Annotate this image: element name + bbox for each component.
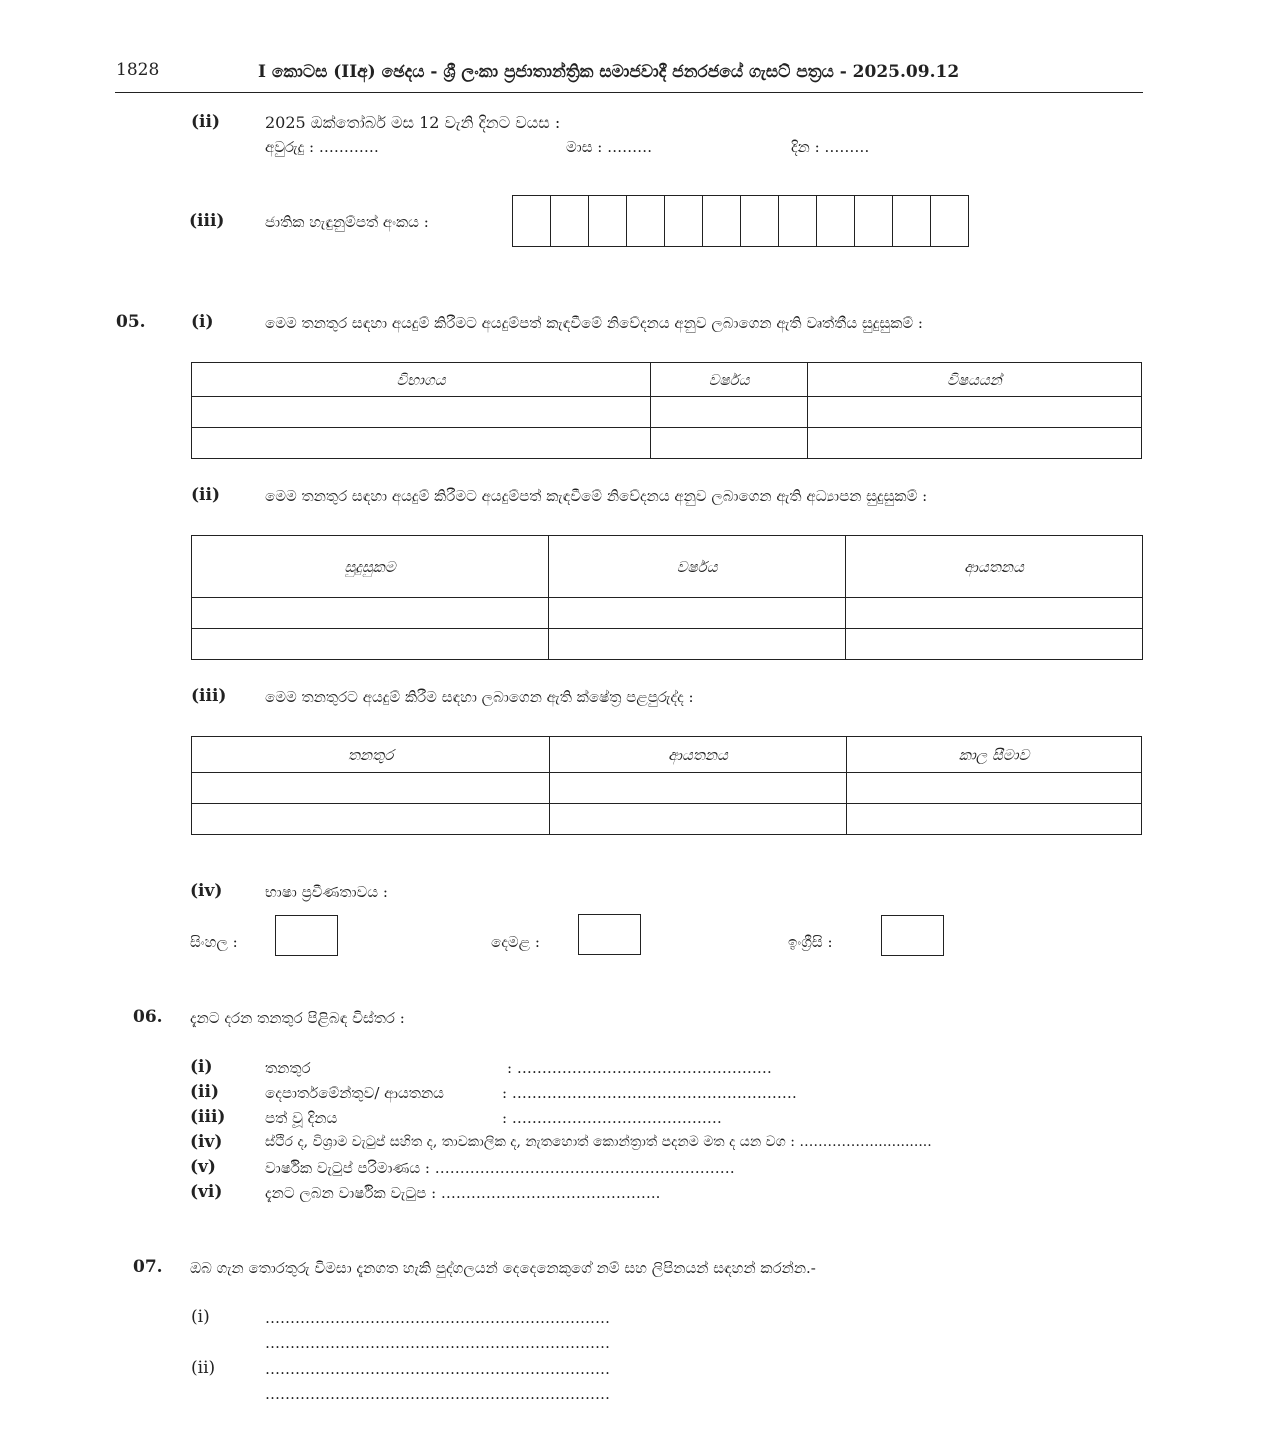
lang-english-label: ඉංග්‍රීසි : bbox=[788, 933, 833, 951]
table-cell[interactable] bbox=[549, 598, 846, 629]
age-months-field[interactable]: මාස : ……… bbox=[566, 138, 653, 156]
s06-ii-label: (ii) bbox=[190, 1082, 220, 1102]
referee-2-line-1[interactable]: …………………………………………………………… bbox=[265, 1360, 610, 1378]
s06-iii-label: (iii) bbox=[190, 1107, 226, 1127]
table-cell[interactable] bbox=[192, 397, 651, 428]
column-header: විභාගය bbox=[192, 363, 651, 397]
nic-digit-box[interactable] bbox=[893, 196, 931, 246]
table-cell[interactable] bbox=[651, 397, 808, 428]
s06-ii-text: දෙපාර්තමේන්තුව/ ආයතනය bbox=[265, 1084, 444, 1102]
page-number: 1828 bbox=[116, 60, 160, 80]
table-cell[interactable] bbox=[549, 629, 846, 660]
table-cell[interactable] bbox=[847, 804, 1142, 835]
section-05-number: 05. bbox=[116, 312, 146, 332]
referee-1-line-2[interactable]: …………………………………………………………… bbox=[265, 1334, 610, 1352]
section-06-number: 06. bbox=[133, 1007, 163, 1027]
column-header: කාල සීමාව bbox=[847, 737, 1142, 773]
table-cell[interactable] bbox=[846, 598, 1143, 629]
column-header: විෂයයන් bbox=[808, 363, 1142, 397]
table-cell[interactable] bbox=[192, 629, 549, 660]
field-experience-table bbox=[191, 736, 1142, 835]
section-07-number: 07. bbox=[133, 1257, 163, 1277]
s06-iv-label: (iv) bbox=[190, 1132, 223, 1152]
table-cell[interactable] bbox=[808, 428, 1142, 459]
table-row bbox=[192, 804, 1142, 835]
column-header: ආයතනය bbox=[550, 737, 847, 773]
s05-i-text: මෙම තනතුර සඳහා අයදුම් කිරීමට අයදුම්පත් කැඳවීමේ නිවේදනය අනුව ලබාගෙන ඇති වෘත්තීය සුදුසුකම් : bbox=[265, 314, 923, 332]
nic-digit-box[interactable] bbox=[703, 196, 741, 246]
table-row bbox=[192, 629, 1143, 660]
nic-digit-box[interactable] bbox=[741, 196, 779, 246]
table-row bbox=[192, 428, 1142, 459]
age-label: (ii) bbox=[191, 112, 221, 132]
nic-digit-box[interactable] bbox=[931, 196, 968, 246]
table-cell[interactable] bbox=[550, 804, 847, 835]
current-salary-field[interactable]: දැනට ලබන වාර්ෂික වැටුප : …………………………………….. bbox=[265, 1184, 661, 1202]
s07-ii-label: (ii) bbox=[191, 1358, 216, 1378]
lang-tamil-label: දෙමළ : bbox=[491, 933, 540, 951]
referee-2-line-2[interactable]: …………………………………………………………… bbox=[265, 1385, 610, 1403]
current-post-field[interactable]: : …………………………………………… bbox=[507, 1059, 772, 1077]
column-header: වර්ෂය bbox=[549, 536, 846, 598]
s05-ii-label: (ii) bbox=[191, 485, 221, 505]
educational-qualifications-table bbox=[191, 535, 1143, 660]
column-header: සුදුසුකම bbox=[192, 536, 549, 598]
s05-iii-label: (iii) bbox=[191, 686, 227, 706]
s06-title: දැනට දරන තනතුර පිළිබඳ විස්තර : bbox=[190, 1009, 405, 1027]
column-header: ආයතනය bbox=[846, 536, 1143, 598]
s05-ii-text: මෙම තනතුර සඳහා අයදුම් කිරීමට අයදුම්පත් කැඳවීමේ නිවේදනය අනුව ලබාගෙන ඇති අධ්‍යාපන සුදුසුකම් : bbox=[265, 487, 928, 505]
table-cell[interactable] bbox=[192, 804, 550, 835]
lang-sinhala-label: සිංහල : bbox=[190, 933, 238, 951]
table-cell[interactable] bbox=[808, 397, 1142, 428]
nic-label: (iii) bbox=[189, 211, 225, 231]
nic-digit-box[interactable] bbox=[589, 196, 627, 246]
column-header: වර්ෂය bbox=[651, 363, 808, 397]
table-cell[interactable] bbox=[847, 773, 1142, 804]
table-row bbox=[192, 598, 1143, 629]
s06-iii-text: පත් වූ දිනය bbox=[265, 1109, 338, 1127]
referee-1-line-1[interactable]: …………………………………………………………… bbox=[265, 1309, 610, 1327]
table-cell[interactable] bbox=[846, 629, 1143, 660]
nic-number-boxes[interactable] bbox=[512, 195, 969, 247]
age-days-field[interactable]: දින : ……… bbox=[791, 138, 870, 156]
s05-i-label: (i) bbox=[191, 312, 214, 332]
s06-vi-label: (vi) bbox=[190, 1182, 223, 1202]
s06-i-text: තනතුර bbox=[265, 1059, 311, 1077]
s05-iv-text: භාෂා ප්‍රවීණතාවය : bbox=[265, 883, 388, 901]
s07-title: ඔබ ගැන තොරතුරු විමසා දැනගත හැකි පුද්ගලයන් දෙදෙනෙකුගේ නම් සහ ලිපිනයන් සඳහන් කරන්න.- bbox=[190, 1259, 816, 1277]
lang-english-checkbox[interactable] bbox=[881, 915, 944, 956]
table-cell[interactable] bbox=[550, 773, 847, 804]
nic-digit-box[interactable] bbox=[855, 196, 893, 246]
appointment-date-field[interactable]: : …………………………………… bbox=[502, 1109, 722, 1127]
age-text: 2025 ඔක්තෝබර් මස 12 වැනි දිනට වයස : bbox=[265, 113, 561, 132]
gazette-header-title: I කොටස (IIඅ) ඡෙදය - ශ්‍රී ලංකා ප්‍රජාතාන්ත්‍රික සමාජවාදී ජනරජයේ ගැසට් පත්‍රය - 2025.09.12 bbox=[258, 62, 960, 82]
nic-digit-box[interactable] bbox=[665, 196, 703, 246]
lang-sinhala-checkbox[interactable] bbox=[275, 915, 338, 956]
table-cell[interactable] bbox=[192, 773, 550, 804]
s07-i-label: (i) bbox=[191, 1307, 210, 1327]
table-row bbox=[192, 773, 1142, 804]
table-cell[interactable] bbox=[192, 598, 549, 629]
nic-digit-box[interactable] bbox=[627, 196, 665, 246]
department-field[interactable]: : ………………………………………………… bbox=[502, 1084, 797, 1102]
professional-qualifications-table bbox=[191, 362, 1142, 459]
table-cell[interactable] bbox=[651, 428, 808, 459]
s06-i-label: (i) bbox=[190, 1057, 213, 1077]
lang-tamil-checkbox[interactable] bbox=[578, 914, 641, 955]
s06-v-label: (v) bbox=[190, 1157, 216, 1177]
nic-digit-box[interactable] bbox=[779, 196, 817, 246]
s05-iv-label: (iv) bbox=[190, 881, 223, 901]
column-header: තනතුර bbox=[192, 737, 550, 773]
age-years-field[interactable]: අවුරුදු : ………… bbox=[265, 138, 379, 156]
nic-digit-box[interactable] bbox=[513, 196, 551, 246]
nic-digit-box[interactable] bbox=[817, 196, 855, 246]
table-row bbox=[192, 397, 1142, 428]
nic-text: ජාතික හැඳුනුම්පත් අංකය : bbox=[265, 213, 429, 231]
employment-type-field[interactable]: ස්ථිර ද, විශ්‍රාම වැටුප් සහිත ද, තාවකාලික ද, නැතහොත් කොන්ත්‍රාත් පදනම මත ද යන වග : …………….............. bbox=[265, 1134, 932, 1150]
table-cell[interactable] bbox=[192, 428, 651, 459]
nic-digit-box[interactable] bbox=[551, 196, 589, 246]
salary-scale-field[interactable]: වාර්ෂික වැටුප් පරිමාණය : …………………………………………………… bbox=[265, 1159, 735, 1177]
s05-iii-text: මෙම තනතුරට අයදුම් කිරීම සඳහා ලබාගෙන ඇති ක්ෂේත්‍ර පළපුරුද්ද : bbox=[265, 688, 694, 706]
header-rule bbox=[115, 92, 1143, 93]
